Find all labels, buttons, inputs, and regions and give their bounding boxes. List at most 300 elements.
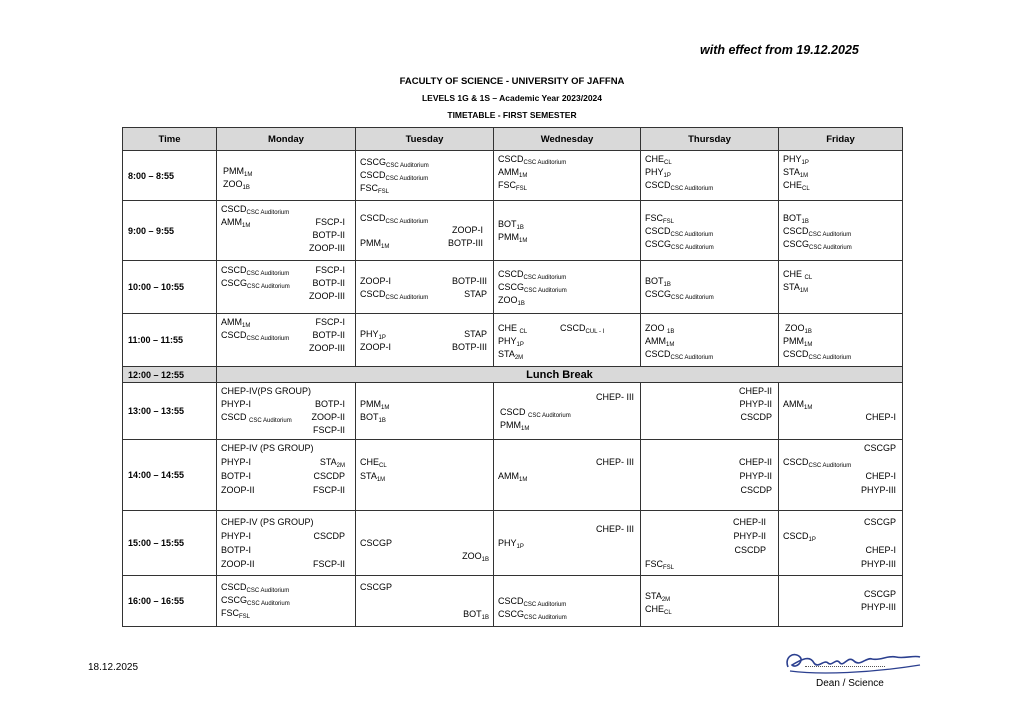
course-code: FSCP-II bbox=[312, 425, 345, 435]
course-code: STA bbox=[498, 349, 515, 359]
course-code: PMM bbox=[500, 420, 521, 430]
course-entry bbox=[360, 471, 385, 482]
course-code: CSCDP bbox=[740, 485, 772, 495]
course-code: ZOOP-I bbox=[360, 276, 391, 286]
course-code: CHEP-I bbox=[865, 412, 896, 422]
column-header: Wednesday bbox=[494, 128, 641, 151]
course-entry bbox=[498, 596, 566, 607]
course-code: PHYP-I bbox=[221, 457, 252, 467]
course-code: BOT bbox=[645, 276, 664, 286]
course-code: CSCD bbox=[783, 349, 809, 359]
schedule-cell bbox=[494, 576, 641, 627]
course-entry bbox=[360, 289, 428, 300]
course-entry bbox=[498, 282, 567, 293]
course-entry bbox=[221, 204, 289, 215]
course-entry bbox=[783, 282, 808, 293]
course-entry bbox=[783, 531, 816, 542]
course-code: CHEP-IV (PS GROUP) bbox=[221, 517, 314, 527]
time-slot: 11:00 – 11:55 bbox=[123, 314, 217, 367]
course-entry bbox=[360, 157, 429, 168]
course-code: STA bbox=[645, 591, 662, 601]
course-entry bbox=[221, 471, 251, 482]
column-header: Friday bbox=[779, 128, 903, 151]
course-entry bbox=[498, 219, 524, 230]
schedule-cell bbox=[641, 201, 779, 261]
course-entry bbox=[864, 443, 896, 454]
course-entry bbox=[221, 517, 314, 528]
course-subscript: CSC Auditorium bbox=[246, 336, 290, 342]
course-code: CSCD bbox=[360, 213, 386, 223]
schedule-cell bbox=[641, 261, 779, 314]
course-entry bbox=[498, 323, 527, 334]
schedule-cell bbox=[779, 383, 903, 440]
course-code: CHE bbox=[645, 154, 665, 164]
schedule-cell bbox=[494, 440, 641, 511]
course-code: CSCD bbox=[498, 154, 524, 164]
course-code: PHY bbox=[498, 336, 517, 346]
course-subscript: CSC Auditorium bbox=[528, 413, 571, 419]
course-entry bbox=[865, 545, 896, 556]
course-entry bbox=[498, 180, 527, 191]
course-code: AMM bbox=[783, 399, 804, 409]
course-code: CHEP-IV (PS GROUP) bbox=[221, 443, 314, 453]
course-entry bbox=[861, 485, 896, 496]
course-entry bbox=[221, 399, 251, 410]
table-row bbox=[123, 201, 903, 261]
course-entry bbox=[360, 457, 387, 468]
course-subscript: CSC Auditorium bbox=[671, 295, 714, 301]
column-header: Tuesday bbox=[356, 128, 494, 151]
course-entry bbox=[498, 167, 527, 178]
course-entry bbox=[312, 230, 345, 241]
schedule-cell bbox=[779, 201, 903, 261]
course-subscript: CSC Auditorium bbox=[385, 176, 429, 182]
schedule-cell bbox=[217, 576, 356, 627]
course-code: PMM bbox=[783, 336, 804, 346]
course-code: CSCD bbox=[360, 170, 386, 180]
course-entry bbox=[498, 295, 525, 306]
course-entry bbox=[452, 225, 483, 236]
course-subscript: 1P bbox=[663, 173, 671, 179]
time-slot: 8:00 – 8:55 bbox=[123, 151, 217, 201]
course-subscript: CSC Auditorium bbox=[524, 288, 567, 294]
schedule-cell bbox=[356, 383, 494, 440]
course-entry bbox=[645, 213, 674, 224]
effective-date: with effect from 19.12.2025 bbox=[700, 43, 859, 57]
issue-date: 18.12.2025 bbox=[88, 662, 139, 673]
course-code: CHEP-II bbox=[738, 457, 772, 467]
course-entry bbox=[464, 329, 487, 340]
course-code: AMM bbox=[498, 167, 519, 177]
course-code: BOTP-I bbox=[221, 471, 252, 481]
course-subscript: CSC Auditorium bbox=[670, 186, 714, 192]
course-entry bbox=[360, 399, 389, 410]
course-subscript: 1B bbox=[663, 282, 671, 288]
course-entry bbox=[783, 269, 812, 280]
column-header: Time bbox=[123, 128, 217, 151]
course-code: BOTP-III bbox=[451, 342, 487, 352]
course-code: CSCG bbox=[360, 157, 387, 167]
course-subscript: 2M bbox=[661, 597, 671, 603]
course-code: FSC bbox=[498, 180, 516, 190]
time-slot: 13:00 – 13:55 bbox=[123, 383, 217, 440]
course-entry bbox=[221, 545, 251, 556]
course-subscript: 1P bbox=[378, 335, 386, 341]
course-entry bbox=[498, 154, 566, 165]
course-code: CHEP-II bbox=[738, 386, 772, 396]
course-code: PHY bbox=[360, 329, 379, 339]
course-code: CHEP- III bbox=[595, 524, 634, 534]
course-entry bbox=[312, 278, 345, 289]
course-code: BOT bbox=[783, 213, 802, 223]
course-entry bbox=[864, 589, 896, 600]
course-code: PHY bbox=[645, 167, 664, 177]
course-entry bbox=[734, 545, 766, 556]
course-entry bbox=[740, 412, 772, 423]
course-subscript: 1B bbox=[517, 301, 525, 307]
course-code: CSCG bbox=[645, 239, 672, 249]
course-code: CHE bbox=[783, 269, 805, 279]
course-code: PHYP-II bbox=[733, 531, 766, 541]
course-subscript: 1B bbox=[667, 329, 675, 335]
course-entry bbox=[861, 559, 896, 570]
course-entry bbox=[462, 551, 489, 562]
schedule-cell bbox=[494, 151, 641, 201]
course-entry bbox=[733, 517, 766, 528]
course-entry bbox=[221, 595, 290, 606]
course-entry bbox=[739, 386, 772, 397]
course-entry bbox=[315, 317, 345, 328]
course-code: PHYP-III bbox=[860, 485, 896, 495]
course-subscript: 1M bbox=[521, 426, 530, 432]
course-code: FSC bbox=[221, 608, 239, 618]
course-subscript: 1M bbox=[666, 342, 675, 348]
course-code: BOTP-III bbox=[447, 238, 483, 248]
course-subscript: 1M bbox=[381, 405, 390, 411]
course-subscript: CSC Auditorium bbox=[808, 232, 852, 238]
course-subscript: 1P bbox=[516, 342, 524, 348]
table-row bbox=[123, 261, 903, 314]
course-entry bbox=[645, 591, 670, 602]
course-code: PHYP-I bbox=[221, 531, 252, 541]
time-slot: 12:00 – 12:55 bbox=[123, 367, 217, 383]
course-code: ZOO bbox=[223, 179, 243, 189]
course-subscript: CSC Auditorium bbox=[671, 245, 714, 251]
course-code: PHYP-III bbox=[860, 559, 896, 569]
faculty-title: FACULTY OF SCIENCE - UNIVERSITY OF JAFFNA bbox=[399, 76, 625, 87]
course-code: CSCD bbox=[221, 582, 247, 592]
course-entry bbox=[221, 531, 251, 542]
course-subscript: 1B bbox=[242, 185, 250, 191]
course-subscript: CSC Auditorium bbox=[670, 232, 714, 238]
table-row bbox=[123, 151, 903, 201]
time-slot: 14:00 – 14:55 bbox=[123, 440, 217, 511]
schedule-cell bbox=[217, 440, 356, 511]
course-code: PMM bbox=[360, 399, 381, 409]
course-entry bbox=[739, 399, 772, 410]
course-subscript: 2M bbox=[514, 355, 524, 361]
course-code: AMM bbox=[645, 336, 666, 346]
course-entry bbox=[864, 517, 896, 528]
course-subscript: CSC Auditorium bbox=[809, 245, 852, 251]
time-slot: 9:00 – 9:55 bbox=[123, 201, 217, 261]
schedule-cell bbox=[494, 261, 641, 314]
course-code: CSCD bbox=[221, 265, 247, 275]
schedule-cell bbox=[494, 314, 641, 367]
course-subscript: FSL bbox=[239, 614, 251, 620]
course-code: BOTP-I bbox=[314, 399, 345, 409]
course-code: STA bbox=[783, 167, 800, 177]
course-subscript: CSC Auditorium bbox=[246, 271, 290, 277]
course-entry bbox=[315, 265, 345, 276]
course-entry bbox=[645, 276, 671, 287]
schedule-cell bbox=[641, 151, 779, 201]
course-subscript: 1M bbox=[376, 477, 386, 483]
course-entry bbox=[498, 336, 524, 347]
course-code: BOT bbox=[360, 412, 379, 422]
schedule-cell bbox=[779, 511, 903, 576]
course-subscript: 1P bbox=[516, 544, 524, 550]
course-entry bbox=[645, 154, 672, 165]
course-code: CSCD bbox=[221, 412, 250, 422]
signature-line bbox=[805, 666, 885, 667]
course-entry bbox=[498, 269, 566, 280]
course-entry bbox=[645, 336, 674, 347]
dean-signature bbox=[780, 645, 930, 679]
course-code: CSCD bbox=[783, 531, 809, 541]
course-code: CSCDP bbox=[313, 471, 345, 481]
course-subscript: 1B bbox=[378, 418, 386, 424]
schedule-cell bbox=[217, 383, 356, 440]
schedule-cell bbox=[356, 440, 494, 511]
course-subscript: CSC Auditorium bbox=[524, 615, 567, 621]
course-subscript: 1M bbox=[804, 405, 813, 411]
course-subscript: CSC Auditorium bbox=[247, 601, 290, 607]
schedule-cell bbox=[779, 151, 903, 201]
course-code: ZOO bbox=[645, 323, 667, 333]
course-subscript: CSC Auditorium bbox=[523, 160, 567, 166]
course-code: ZOOP-II bbox=[221, 485, 255, 495]
course-entry bbox=[645, 349, 713, 360]
course-entry bbox=[865, 471, 896, 482]
course-subscript: CL bbox=[804, 275, 813, 281]
course-entry bbox=[463, 609, 489, 620]
course-entry bbox=[313, 425, 345, 436]
course-code: CSCG bbox=[498, 609, 525, 619]
course-code: CSCGP bbox=[360, 582, 393, 592]
course-code: CHE bbox=[645, 604, 665, 614]
course-entry bbox=[313, 471, 345, 482]
course-entry bbox=[783, 167, 808, 178]
course-code: BOTP-II bbox=[312, 278, 345, 288]
course-subscript: CSC Auditorium bbox=[523, 602, 567, 608]
course-entry bbox=[464, 289, 487, 300]
course-entry bbox=[221, 278, 290, 289]
course-entry bbox=[360, 213, 428, 224]
course-entry bbox=[645, 323, 674, 334]
schedule-cell bbox=[641, 511, 779, 576]
course-subscript: 1M bbox=[519, 238, 528, 244]
course-code: PHYP-II bbox=[739, 399, 772, 409]
course-entry bbox=[783, 457, 851, 468]
course-code: FSCP-I bbox=[315, 265, 345, 275]
course-entry bbox=[360, 582, 392, 593]
course-entry bbox=[645, 289, 714, 300]
course-entry bbox=[739, 471, 772, 482]
schedule-cell bbox=[779, 440, 903, 511]
course-entry bbox=[783, 349, 851, 360]
course-code: CSCD bbox=[221, 204, 247, 214]
course-entry bbox=[221, 582, 289, 593]
course-code: CSCD bbox=[221, 330, 247, 340]
course-subscript: 1B bbox=[516, 225, 524, 231]
course-code: PMM bbox=[360, 238, 381, 248]
course-code: FSCP-I bbox=[315, 217, 345, 227]
course-entry bbox=[783, 154, 809, 165]
course-subscript: CL bbox=[664, 160, 672, 166]
schedule-cell bbox=[641, 440, 779, 511]
course-code: CSCG bbox=[783, 239, 810, 249]
schedule-cell bbox=[494, 511, 641, 576]
course-entry bbox=[783, 226, 851, 237]
course-code: CSCG bbox=[221, 595, 248, 605]
schedule-cell bbox=[356, 511, 494, 576]
course-subscript: FSL bbox=[378, 189, 390, 195]
course-subscript: FSL bbox=[516, 186, 528, 192]
course-subscript: CSC Auditorium bbox=[385, 219, 429, 225]
course-code: BOT bbox=[498, 219, 517, 229]
schedule-cell bbox=[217, 201, 356, 261]
table-row bbox=[123, 314, 903, 367]
course-code: ZOOP-III bbox=[309, 243, 345, 253]
course-code: STA bbox=[360, 471, 377, 481]
course-code: CHEP-I bbox=[865, 545, 896, 555]
course-entry bbox=[221, 457, 251, 468]
time-slot: 16:00 – 16:55 bbox=[123, 576, 217, 627]
course-code: STA bbox=[319, 457, 337, 467]
course-code: CSCDP bbox=[740, 412, 772, 422]
table-row bbox=[123, 383, 903, 440]
course-entry bbox=[313, 531, 345, 542]
course-entry bbox=[452, 342, 487, 353]
course-entry bbox=[740, 485, 772, 496]
course-entry bbox=[221, 608, 250, 619]
course-entry bbox=[223, 166, 252, 177]
column-header: Monday bbox=[217, 128, 356, 151]
course-subscript: 1M bbox=[804, 342, 813, 348]
course-code: PHYP-III bbox=[860, 602, 896, 612]
course-code: BOTP-III bbox=[451, 276, 487, 286]
course-entry bbox=[498, 471, 527, 482]
course-code: FSCP-I bbox=[315, 317, 345, 327]
course-entry bbox=[313, 559, 345, 570]
levels-line: LEVELS 1G & 1S – Academic Year 2023/2024 bbox=[421, 93, 603, 103]
course-entry bbox=[560, 323, 604, 334]
course-entry bbox=[320, 457, 345, 468]
course-subscript: 1B bbox=[801, 219, 809, 225]
course-entry bbox=[360, 276, 391, 287]
course-code: FSCP-II bbox=[312, 485, 345, 495]
course-entry bbox=[360, 412, 386, 423]
lunch-row bbox=[123, 367, 903, 383]
schedule-cell bbox=[356, 201, 494, 261]
course-code: CHEP-IV(PS GROUP) bbox=[221, 386, 312, 396]
course-code: FSC bbox=[645, 559, 663, 569]
schedule-cell bbox=[779, 261, 903, 314]
course-code: FSC bbox=[360, 183, 378, 193]
course-code: AMM bbox=[498, 471, 519, 481]
signatory-title: Dean / Science bbox=[816, 678, 884, 689]
course-code: STAP bbox=[464, 289, 487, 299]
course-entry bbox=[221, 317, 250, 328]
schedule-cell bbox=[641, 314, 779, 367]
course-entry bbox=[221, 412, 292, 423]
course-code: BOTP-II bbox=[312, 330, 345, 340]
schedule-cell bbox=[217, 511, 356, 576]
course-entry bbox=[500, 420, 529, 431]
course-subscript: FSL bbox=[663, 219, 675, 225]
course-entry bbox=[452, 276, 487, 287]
course-entry bbox=[783, 336, 812, 347]
course-entry bbox=[221, 559, 255, 570]
course-code: ZOOP-III bbox=[309, 291, 345, 301]
course-code: CSCGP bbox=[863, 443, 896, 453]
schedule-cell bbox=[779, 576, 903, 627]
course-code: AMM bbox=[221, 217, 242, 227]
course-entry bbox=[498, 232, 527, 243]
course-subscript: CSC Auditorium bbox=[246, 588, 290, 594]
course-entry bbox=[645, 167, 671, 178]
course-entry bbox=[309, 291, 345, 302]
course-code: BOTP-I bbox=[221, 545, 252, 555]
course-code: ZOOP-II bbox=[221, 559, 255, 569]
course-code: CSCD bbox=[498, 596, 524, 606]
course-subscript: 1B bbox=[481, 557, 489, 563]
schedule-cell bbox=[641, 383, 779, 440]
course-entry bbox=[783, 239, 852, 250]
course-code: ZOOP-I bbox=[360, 342, 391, 352]
course-code: CSCGP bbox=[360, 538, 393, 548]
table-header-row bbox=[123, 128, 903, 151]
course-entry bbox=[221, 443, 314, 454]
course-entry bbox=[312, 330, 345, 341]
course-code: PMM bbox=[223, 166, 244, 176]
time-slot: 15:00 – 15:55 bbox=[123, 511, 217, 576]
course-subscript: CSC Auditorium bbox=[808, 355, 852, 361]
course-entry bbox=[500, 407, 571, 418]
course-entry bbox=[498, 538, 524, 549]
course-entry bbox=[645, 226, 713, 237]
course-entry bbox=[360, 238, 389, 249]
course-subscript: 1M bbox=[799, 288, 809, 294]
course-code: STA bbox=[783, 282, 800, 292]
course-code: CHEP-I bbox=[865, 471, 896, 481]
course-code: CSCD bbox=[360, 289, 386, 299]
course-code: CSCG bbox=[645, 289, 672, 299]
course-subscript: CL bbox=[802, 186, 810, 192]
course-entry bbox=[645, 604, 672, 615]
schedule-cell bbox=[356, 576, 494, 627]
schedule-cell bbox=[356, 261, 494, 314]
course-code: AMM bbox=[221, 317, 242, 327]
course-code: CSCG bbox=[498, 282, 525, 292]
course-code: PHYP-II bbox=[739, 471, 772, 481]
schedule-cell bbox=[217, 261, 356, 314]
course-subscript: CL bbox=[519, 329, 528, 335]
course-entry bbox=[861, 602, 896, 613]
schedule-cell bbox=[356, 151, 494, 201]
course-code: CHE bbox=[360, 457, 380, 467]
